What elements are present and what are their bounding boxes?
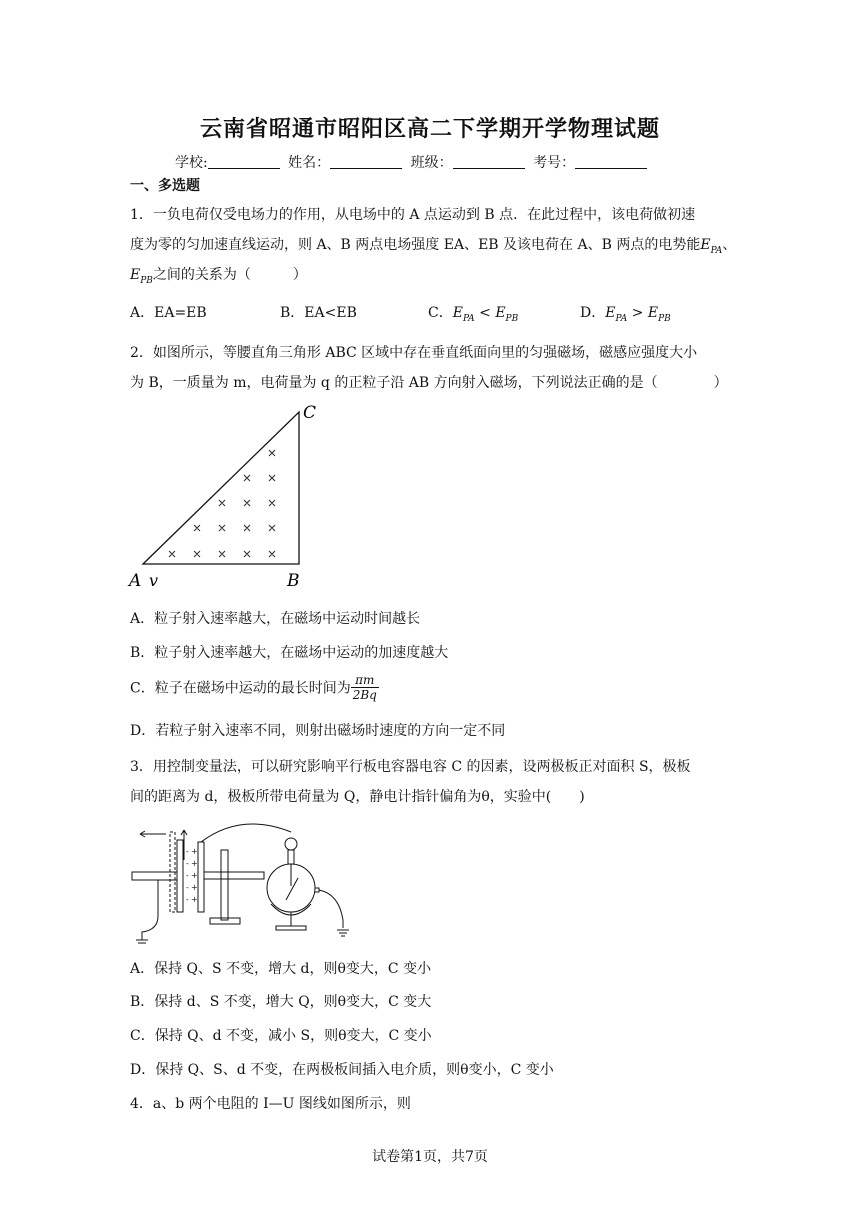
- school-blank[interactable]: [208, 154, 280, 169]
- section-heading: 一、多选题: [130, 178, 200, 194]
- q3-option-a[interactable]: A．保持 Q、S 不变，增大 d，则θ变大，C 变小: [130, 961, 432, 977]
- magnetic-field-crosses: [169, 450, 275, 557]
- name-blank[interactable]: [330, 154, 402, 169]
- q1-line-2: 度为零的匀加速直线运动，则 A、B 两点电场强度 EA、EB 及该电荷在 A、B 两点的电势能$E_{PA}$、: [130, 237, 737, 256]
- q2-option-b[interactable]: B．粒子射入速率越大，在磁场中运动的加速度越大: [130, 645, 449, 661]
- q3-option-c[interactable]: C．保持 Q、d 不变，减小 S，则θ变大，C 变小: [130, 1028, 432, 1044]
- fixed-plate-assembly: [198, 824, 291, 924]
- svg-text:+: +: [191, 871, 198, 880]
- vertex-a-label: A: [129, 571, 142, 591]
- q1-option-c[interactable]: [428, 302, 518, 324]
- q1-option-d-label: D．: [580, 305, 606, 321]
- q2-option-c[interactable]: [130, 673, 379, 702]
- svg-text:-: -: [186, 883, 189, 892]
- svg-text:-: -: [186, 859, 189, 868]
- q1-option-c-label: C．: [428, 305, 453, 321]
- capacitor-electroscope-figure: [128, 820, 363, 945]
- q1-option-b[interactable]: B．EA<EB: [280, 305, 357, 321]
- q1-option-a[interactable]: A．EA=EB: [130, 305, 207, 321]
- q1-epb: $E_{PB}$: [130, 267, 153, 286]
- svg-text:+: +: [191, 847, 198, 856]
- name-label: 姓名：: [288, 155, 331, 171]
- q3-line-1: 3．用控制变量法，可以研究影响平行板电容器电容 C 的因素，设两极板正对面积 S，极板: [130, 759, 691, 775]
- svg-text:-: -: [186, 895, 189, 904]
- q1-option-c-expr: $E_{PA} < E_{PB}$: [452, 305, 519, 324]
- svg-text:+: +: [191, 859, 198, 868]
- q3-option-d[interactable]: D．保持 Q、S、d 不变，在两极板间插入电介质，则θ变小，C 变小: [130, 1062, 554, 1078]
- q2-line-1: 2．如图所示，等腰直角三角形 ABC 区域中存在垂直纸面向里的匀强磁场，磁感应强度大小: [130, 345, 698, 361]
- school-label: 学校:: [175, 155, 208, 171]
- q2-option-c-fraction: [351, 673, 379, 702]
- electroscope: [267, 838, 349, 936]
- fraction-denominator: 2Bq: [352, 688, 377, 702]
- exam-no-label: 考号：: [533, 155, 576, 171]
- q3-option-b[interactable]: B．保持 d、S 不变，增大 Q，则θ变大，C 变大: [130, 994, 432, 1010]
- q1-line-2-text: 度为零的匀加速直线运动，则 A、B 两点电场强度 EA、EB 及该电荷在 A、B 两点的电势能: [130, 237, 701, 253]
- svg-text:-: -: [186, 847, 189, 856]
- q2-line-2: 为 B，一质量为 m，电荷量为 q 的正粒子沿 AB 方向射入磁场，下列说法正确的是（ ）: [130, 375, 728, 391]
- fraction-numerator: πm: [351, 673, 379, 688]
- exam-no-blank[interactable]: [575, 154, 647, 169]
- vertex-c-label: C: [303, 403, 317, 423]
- triangle-magnetic-field-figure: [125, 400, 325, 595]
- q2-option-c-text: C．粒子在磁场中运动的最长时间为: [130, 680, 351, 697]
- q1-option-d-expr: $E_{PA} > E_{PB}$: [605, 305, 671, 324]
- q1-epa: $E_{PA}$: [700, 237, 723, 256]
- class-blank[interactable]: [453, 154, 525, 169]
- plate-charges: [186, 847, 198, 904]
- q1-line-1: 1．一负电荷仅受电场力的作用，从电场中的 A 点运动到 B 点．在此过程中，该电荷做初速: [130, 207, 696, 223]
- movable-plate-assembly: [132, 830, 187, 945]
- page-footer: 试卷第1页，共7页: [372, 1149, 488, 1165]
- svg-text:+: +: [191, 895, 198, 904]
- student-info-line: [175, 152, 651, 172]
- q2-option-a[interactable]: A．粒子射入速率越大，在磁场中运动时间越长: [130, 611, 421, 627]
- vertex-b-label: B: [287, 571, 300, 591]
- q3-line-2: 间的距离为 d，极板所带电荷量为 Q，静电计指针偏角为θ，实验中( ): [130, 789, 585, 805]
- svg-text:-: -: [186, 871, 189, 880]
- q1-line-3-text: 之间的关系为（ ）: [152, 267, 307, 283]
- q1-line-3: [130, 264, 307, 286]
- velocity-label: v: [149, 571, 159, 590]
- triangle-abc: [143, 412, 299, 564]
- svg-text:+: +: [191, 883, 198, 892]
- q4-line-1: 4．a、b 两个电阻的 I—U 图线如图所示，则: [130, 1096, 411, 1112]
- q1-option-d[interactable]: [580, 302, 671, 324]
- q2-option-d[interactable]: D．若粒子射入速率不同，则射出磁场时速度的方向一定不同: [130, 723, 506, 739]
- page-title: 云南省昭通市昭阳区高二下学期开学物理试题: [199, 117, 660, 142]
- class-label: 班级：: [410, 155, 453, 171]
